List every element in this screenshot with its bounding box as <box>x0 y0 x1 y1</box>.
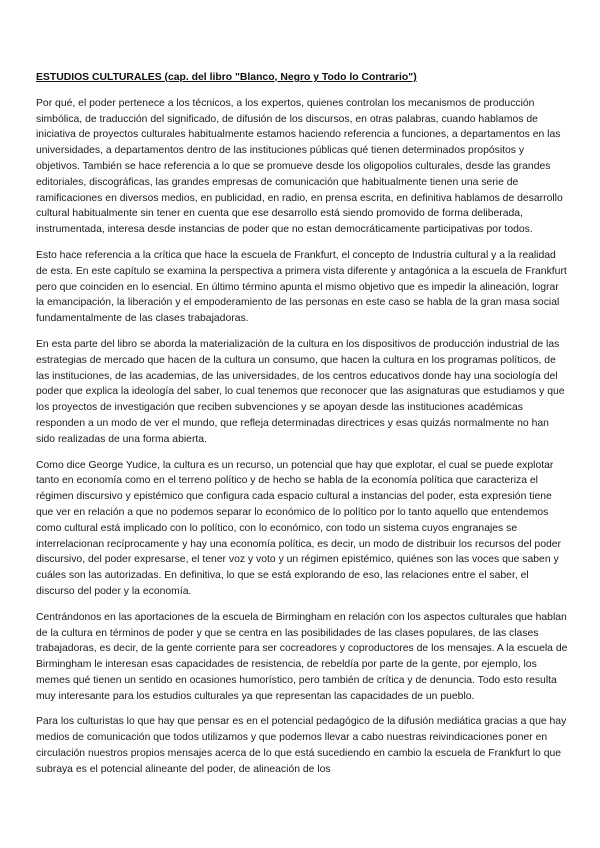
paragraph-1: Por qué, el poder pertenece a los técnicos, a los expertos, quienes controlan los mecanismos de producción simbólica, de traducción del significado, de difusión de los discursos, en otras palabras, cuando hablamos de iniciativa de proyectos culturales habitualmente estamos haciendo referencia a funciones, a departamentos en las universidades, a departamentos dentro de las instituciones públicas qué tienen determinados propósitos y objetivos. También se hace referencia a lo que se promueve desde los oligopolios culturales, desde las grandes editoriales, discográficas, las grandes empresas de comunicación que habitualmente tienen una serie de ramificaciones en diversos medios, en publicidad, en radio, en prensa escrita, en definitiva hablamos de desarrollo cultural habitualmente sin tener en cuenta que ese desarrollo está siendo promovido de forma deliberada, instrumentada, interesa desde instancias de poder que no estan democráticamente participativas por todos. <box>36 97 563 236</box>
document-title: ESTUDIOS CULTURALES (cap. del libro "Blanco, Negro y Todo lo Contrario") <box>36 72 417 83</box>
paragraph-4: Como dice George Yudice, la cultura es un recurso, un potencial que hay que explotar, el cual se puede explotar tanto en economía como en el terreno político y de hecho se habla de la economía política que caracteriza el régimen discursivo y epistémico que configura cada espacio cultural a instancias del poder, esta expresión tiene que ver en relación a que no podemos separar lo económico de lo político por lo tanto aquello que entendemos como cultural está implicado con lo político, con lo económico, con todo un sistema cuyos engranajes se interrelacionan recíprocamente y hay una economía política, es decir, un modo de distribuir los recursos del poder discursivo, del poder expresarse, el tener voz y voto y un régimen epistémico, quiénes son las voces que saben y cuáles son las autorizadas. En definitiva, lo que se está explorando de eso, las relaciones entre el saber, el discurso del poder y la economía. <box>36 459 562 597</box>
paragraph-3: En esta parte del libro se aborda la materialización de la cultura en los dispositivos de producción industrial de las estrategias de mercado que hacen de la cultura un consumo, que hacen la cultura en los programas políticos, de las instituciones, de las academias, de las universidades, de los centros educativos donde hay una sociología del poder que explica la ideología del saber, lo cual tenemos que reconocer que las asignaturas que estudiamos y que los proyectos de investigación que reciben subvenciones y se apoyan desde las instituciones académicas responden a un modo de ver el mundo, que refleja determinadas directrices y esas quizás normalmente no han sido realizadas de una forma abierta. <box>36 338 565 445</box>
paragraph-6: Para los culturistas lo que hay que pensar es en el potencial pedagógico de la difusión mediática gracias a que hay medios de comunicación que todos utilizamos y que podemos llevar a cabo nuestras reivindicaciones poner en circulación nuestros propios mensajes acerca de lo que está sucediendo en cambio la escuela de Frankfurt lo que subraya es el potencial alineante del poder, de alineación de los <box>36 716 567 775</box>
paragraph-2: Esto hace referencia a la crítica que hace la escuela de Frankfurt, el concepto de Industria cultural y a la realidad de esta. En este capítulo se examina la perspectiva a primera vista diferente y antagónica a la escuela de Frankfurt pero que coinciden en lo esencial. En último término apunta el mismo objetivo que es impedir la alineación, lograr la emancipación, la liberación y el empoderamiento de las personas en este caso se habla de la gran masa social fundamentalmente de las clases trabajadoras. <box>36 249 567 325</box>
paragraph-5: Centrándonos en las aportaciones de la escuela de Birmingham en relación con los aspectos culturales que hablan de la cultura en términos de poder y que se centra en las posibilidades de las clases populares, de las clases trabajadoras, es decir, de la gente corriente para ser cocreadores y coproductores de los mensajes. A la escuela de Birmingham le interesan esas capacidades de resistencia, de rebeldía por parte de la gente, por ejemplo, los memes qué tienen un sentido en ocasiones humorístico, pero también de crítica y de denuncia. Todo esto resulta muy interesante para los estudios culturales ya que representan las capacidades de un pueblo. <box>36 611 568 702</box>
document-page <box>36 70 568 788</box>
